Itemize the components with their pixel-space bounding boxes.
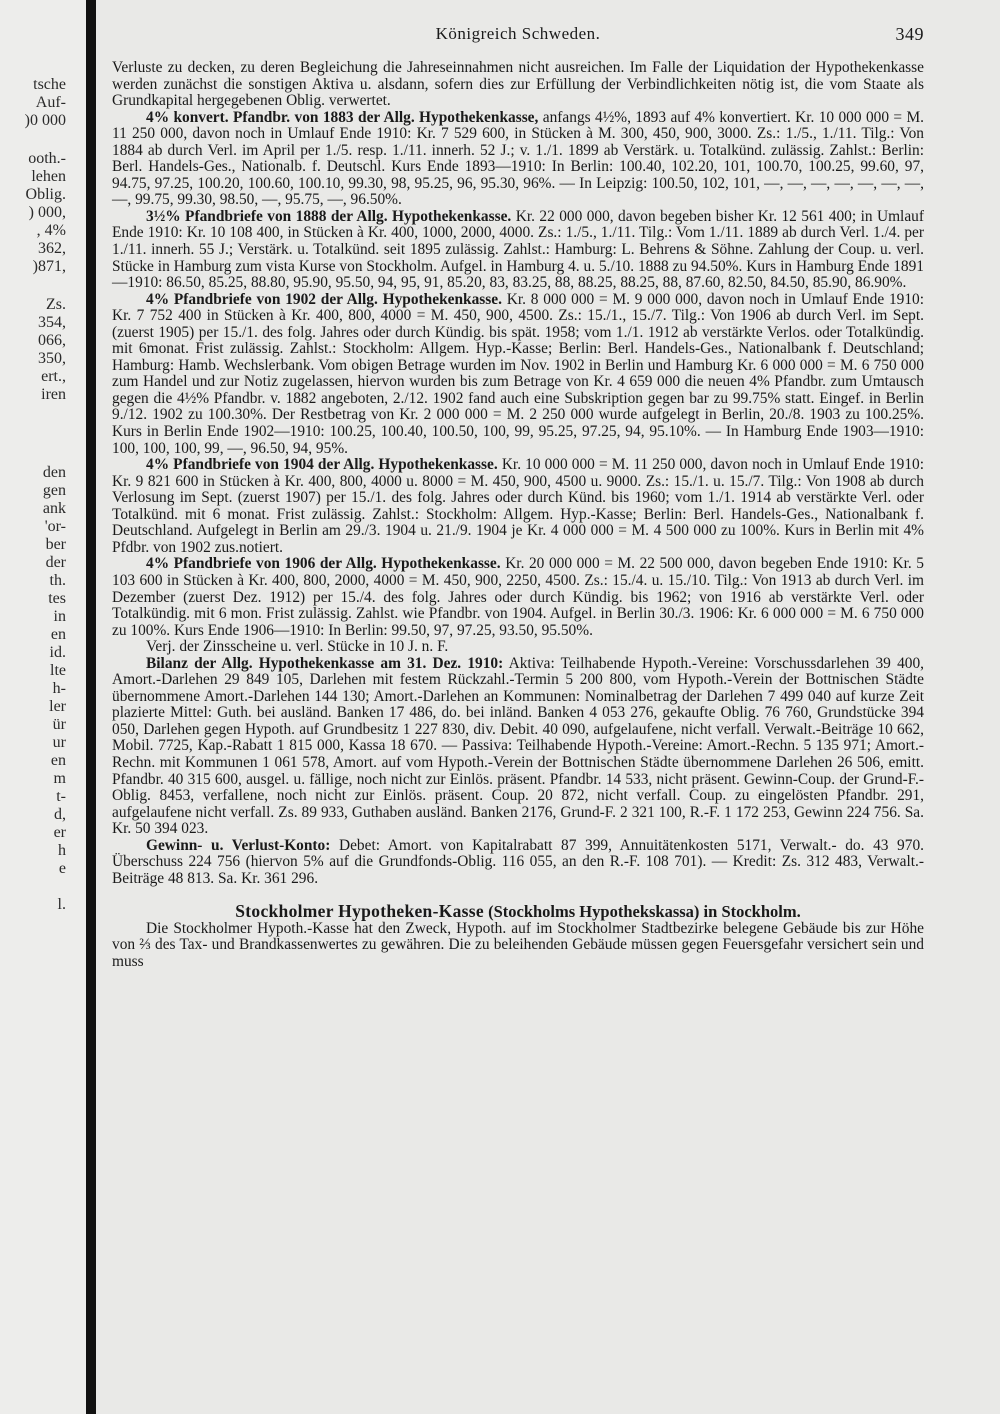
paragraph-heading: 4% konvert. Pfandbr. von 1883 der Allg. Hypothekenkasse, <box>146 108 539 126</box>
paragraph-text: Verluste zu decken, zu deren Begleichung die Jahreseinnahmen nicht ausreichen. Im Falle der Liquidation der Hypothekenkasse werden zunächst die sonstigen Aktiva u. alsdann, sofern dies zur Erfüllung der Verbindlichkeiten nötig ist, die vom Staate als Grundkapital hergegebenen Oblig. verwertet. <box>112 59 924 110</box>
paragraph-heading: 3½% Pfandbriefe von 1888 der Allg. Hypothekenkasse. <box>146 207 512 225</box>
gutter-fragment: ank <box>42 500 66 517</box>
gutter-fragment: 'or- <box>44 518 66 535</box>
section-paragraph: Die Stockholmer Hypoth.-Kasse hat den Zweck, Hypoth. auf im Stockholmer Stadtbezirke belegene Gebäude bis zur Höhe von ⅔ des Tax- und Brandkassenwertes zu gewähren. Die zu beleihenden Gebäude müssen gegen Feuersgefahr versichert sein und muss <box>112 919 924 970</box>
paragraph-text: Debet: Amort. von Kapitalrabatt 87 399, Annuitätenkosten 5171, Verwalt.- do. 43 970. Überschuss 224 756 (hiervon 5% auf die Grundfonds-Oblig. 116 055, an den R.-F. 108 701). — Kredit: Zs. 312 483, Verwalt.-Beiträge 48 813. Sa. Kr. 361 296. <box>112 836 924 887</box>
gutter-fragment: id. <box>49 644 66 661</box>
page-content <box>112 26 924 971</box>
gutter-fragment: ) 000, <box>28 204 66 221</box>
paragraph-p2 <box>112 209 924 292</box>
paragraph-text: Kr. 20 000 000 = M. 22 500 000, davon begeben Ende 1910: Kr. 5 103 600 in Stücken à Kr. 400, 800, 2000, 4000 = M. 450, 900, 2250, 4500. Zs.: 15./4. u. 15./10. Tilg.: Von 1913 ab durch Verl. im Dezember (zuerst Dez. 1912) per 15./4. des folg. Jahres oder durch Kündig. bis 1962; von 1916 ab verstärkte Verl. oder Totalkündig. mit 6 mon. Frist zulässig. Zahlst. wie Pfandbr. von 1904. Aufgel. in Berlin 30./3. 1906: Kr. 6 000 000 = M. 6 750 000 zu 100%. Kurs Ende 1906—1910: In Berlin: 99.50, 97, 97.25, 93.50, 95.50%. <box>112 555 924 639</box>
gutter-fragment: 354, <box>38 314 66 331</box>
page-header <box>112 26 924 60</box>
gutter-fragment: ooth.- <box>28 150 66 167</box>
book-spine <box>86 0 96 1414</box>
gutter-fragment: der <box>45 554 66 571</box>
gutter-fragment: , 4% <box>36 222 66 239</box>
adjacent-page-gutter <box>0 0 92 1414</box>
gutter-fragment: den <box>42 464 66 481</box>
paragraph-text: Kr. 10 000 000 = M. 11 250 000, davon noch in Umlauf Ende 1910: Kr. 9 821 600 in Stücken à Kr. 400, 800, 4000 u. 8000 = M. 450, 900, 4500 u. 9000. Zs.: 15./1. u. 15./7. Tilg.: Von 1908 ab durch Verlosung im Sept. (zuerst 1907) per 15./1. des folg. Jahres oder durch Künd. bis 1960; vom 1./1. 1914 ab verstärkte Verl. oder Totalkünd. mit 6 monat. Frist zulässig. Zahlst.: Stockholm: Allgem. Hyp.-Kasse; Berlin: Berl. Handels-Ges., Nationalbank f. Deutschland. Aufgelegt in Berlin am 29./3. 1904 u. 21./9. 1904 je Kr. 4 000 000 = M. 4 500 000 zu 100%. Kurs in Berlin mit 4% Pfdbr. von 1902 zus.notiert. <box>112 456 924 556</box>
gutter-fragment: h- <box>52 680 66 697</box>
gutter-fragment: er <box>53 824 66 841</box>
gutter-fragment: Oblig. <box>25 186 66 203</box>
paragraph-p5 <box>112 556 924 639</box>
paragraph-p3 <box>112 292 924 457</box>
gutter-fragment: ur <box>52 734 66 751</box>
gutter-fragment: 350, <box>38 350 66 367</box>
gutter-fragment: en <box>50 626 66 643</box>
paragraph-text: Kr. 8 000 000 = M. 9 000 000, davon noch in Umlauf Ende 1910: Kr. 7 752 400 in Stücken à Kr. 400, 800, 4000 = M. 450, 900, 4500. Zs.: 15./1., 15./7. Tilg.: Von 1906 ab durch Verl. im Sept. (zuerst 1905) per 15./1. des folg. Jahres oder durch Kündig. bis spät. 1958; vom 1./1. 1912 ab verstärkte Verlos. oder Totalkündig. mit 6monat. Frist zulässig. Zahlst.: Stockholm: Allgem. Hyp.-Kasse; Berlin: Berl. Handels-Ges., Nationalbank f. Deutschland; Hamburg: Hamb. Wechslerbank. Vom obigen Betrage wurden im Nov. 1902 in Berlin und Hamburg Kr. 6 000 000 = M. 6 750 000 zum Handel und zur Notiz zugelassen, hiervon wurden bis zum Betrage von Kr. 4 659 000 die neuen 4% Pfandbr. zum Umtausch gegen die 4½% Pfandbr. v. 1882 angeboten, 2./12. 1902 fand auch eine Subskription gegen bar zu 99.75% statt. Eingef. in Berlin 9./12. 1902 zu 100.30%. Der Restbetrag von Kr. 2 000 000 = M. 2 250 000 wurde aufgelegt in Berlin, 20./8. 1903 zu 100.25%. Kurs in Berlin Ende 1902—1910: 100.25, 100.40, 100.50, 100, 99, 95.25, 97.25, 94, 95.10%. — In Hamburg Ende 1903—1910: 100, 100, 100, 99, —, 96.50, 94, 95%. <box>112 290 924 457</box>
gutter-fragment: tsche <box>33 76 66 93</box>
paragraph-text: anfangs 4½%, 1893 auf 4% konvertiert. Kr. 10 000 000 = M. 11 250 000, davon noch in Umlauf Ende 1910: Kr. 7 529 600, in Stücken à M. 300, 450, 900, 3000. Zs.: 1./5., 1./11. Tilg.: Von 1884 ab durch Verl. im April per 1./5. resp. 1./11. innerh. 52 J.; v. 1./1. 1899 ab Verstärk. u. Totalkünd. zulässig. Zahlst.: Berlin: Berl. Handels-Ges., Nationalb. f. Deutschl. Kurs Ende 1893—1910: In Berlin: 100.40, 102.20, 101, 100.70, 100.25, 99.60, 97, 94.75, 97.25, 100.20, 100.60, 100.10, 99.30, 98, 95.25, 96, 95.30, 96%. — In Leipzig: 100.50, 102, 101, —, —, —, —, —, —, —, —, 99.75, 99.30, 98.50, —, 95.75, —, 96.50%. <box>112 108 924 209</box>
section-title-bold: Stockholmer Hypotheken-Kasse <box>235 901 484 922</box>
gutter-fragment: t- <box>56 788 66 805</box>
paragraph-p1 <box>112 110 924 209</box>
paragraph-heading: 4% Pfandbriefe von 1902 der Allg. Hypothekenkasse. <box>146 290 502 308</box>
gutter-fragment: Auf- <box>35 94 66 111</box>
gutter-fragment: ler <box>49 698 66 715</box>
gutter-fragment: )871, <box>32 258 66 275</box>
paragraph-heading: 4% Pfandbriefe von 1906 der Allg. Hypothekenkasse. <box>146 555 501 573</box>
paragraph-heading: Bilanz der Allg. Hypothekenkasse am 31. Dez. 1910: <box>146 654 504 672</box>
gutter-fragment: ert., <box>41 368 66 385</box>
paragraph-heading: 4% Pfandbriefe von 1904 der Allg. Hypothekenkasse. <box>146 456 498 474</box>
gutter-fragment: 362, <box>38 240 66 257</box>
gutter-fragment: l. <box>57 896 66 913</box>
section-heading <box>112 903 924 921</box>
paragraph-heading: Gewinn- u. Verlust-Konto: <box>146 836 331 854</box>
gutter-fragment: en <box>50 752 66 769</box>
gutter-fragment: th. <box>49 572 66 589</box>
paragraph-text: Kr. 22 000 000, davon begeben bisher Kr. 12 561 400; in Umlauf Ende 1910: Kr. 10 108 400, in Stücken à Kr. 400, 1000, 2000, 4000. Zs.: 1./5., 1./11. Tilg.: Vom 1./11. 1889 ab durch Verl. 1./4. per 1./11. innerh. 55 J.; Verstärk. u. Totalkünd. seit 1895 zulässig. Zahlst.: Hamburg: L. Behrens & Söhne. Zahlung der Coup. u. verl. Stücke in Hamburg zum vista Kurse von Stockholm. Aufgel. in Hamburg 4. u. 5./10. 1888 zu 94.50%. Kurs in Hamburg Ende 1891—1910: 86.50, 85.25, 88.80, 95.90, 95.50, 94, 95, 91, 85.20, 83, 83.25, 88, 88.25, 88.25, 88, 87.60, 82.50, 84.50, 85.90, 86.90%. <box>112 207 924 292</box>
paragraph-text: Aktiva: Teilhabende Hypoth.-Vereine: Vorschussdarlehen 39 400, Amort.-Darlehen 29 849 105, Darlehen mit festem Rückzahl.-Termin 5 200 800, vom Hypoth.-Verein der Bottnischen Städte übernommene Amort.-Darlehen 144 130; Amort.-Darlehen an Kommunen: Nominalbetrag der Darlehen 7 499 040 auf kurze Zeit plazierte Mittel: Guth. bei ausländ. Banken 17 486, do. bei inländ. Banken 4 053 276, gekaufte Oblig. 76 760, Grundstücke 394 050, Darlehen gegen Hypoth. auf Grundbesitz 1 227 830, div. Debit. 40 090, aufgelaufene, nicht verfall. Verwalt.-Beiträge 10 662, Mobil. 7725, Kap.-Rabatt 1 815 000, Kassa 18 670. — Passiva: Teilhabende Hypoth.-Vereine: Amort.-Rechn. 5 135 971; Amort.-Rechn. mit Kommunen 1 061 578, Amort. auf vom Hypoth.-Verein der Bottnischen Städte übernommene Darlehen 26 506, emitt. Pfandbr. 40 315 600, ausgel. u. fällige, noch nicht zur Einlös. präsent. Pfandbr. 14 533, nicht präsent. Gewinn-Coup. der Grund-F.-Oblig. 8453, verfallene, noch nicht zur Einlös. präsent. Coup. 20 872, nicht verfall. Coup. zu eingelösten Pfandbr. 291, aufgelaufene nicht verfall. Zs. 89 933, Guthaben ausländ. Banken 2176, Grund-F. 2 321 100, R.-F. 1 172 253, Gewinn 224 756. Sa. Kr. 50 394 023. <box>112 654 924 838</box>
paragraph-p8 <box>112 838 924 888</box>
gutter-fragment: in <box>53 608 66 625</box>
gutter-fragment: h <box>58 842 66 859</box>
page-number: 349 <box>895 24 924 44</box>
paragraph-p4 <box>112 457 924 556</box>
gutter-fragment: lehen <box>31 168 66 185</box>
paragraph-p6 <box>112 639 924 656</box>
gutter-fragment: iren <box>41 386 66 403</box>
paragraph-text: Verj. der Zinsscheine u. verl. Stücke in 10 J. n. F. <box>146 638 449 656</box>
paragraph-p0 <box>112 60 924 110</box>
gutter-fragment: ür <box>52 716 66 733</box>
gutter-fragment: tes <box>48 590 66 607</box>
body-text <box>112 60 924 887</box>
gutter-fragment: ber <box>45 536 66 553</box>
gutter-fragment: Zs. <box>46 296 66 313</box>
gutter-fragment: )0 000 <box>24 112 66 129</box>
paragraph-p7 <box>112 656 924 838</box>
gutter-fragment: m <box>53 770 66 787</box>
gutter-fragment: lte <box>50 662 66 679</box>
gutter-fragment: d, <box>54 806 66 823</box>
gutter-fragment: 066, <box>38 332 66 349</box>
gutter-fragment: e <box>58 860 66 877</box>
section-title-rest: (Stockholms Hypothekskassa) in Stockholm. <box>488 902 801 922</box>
running-title: Königreich Schweden. <box>435 24 601 43</box>
gutter-fragment: gen <box>42 482 66 499</box>
